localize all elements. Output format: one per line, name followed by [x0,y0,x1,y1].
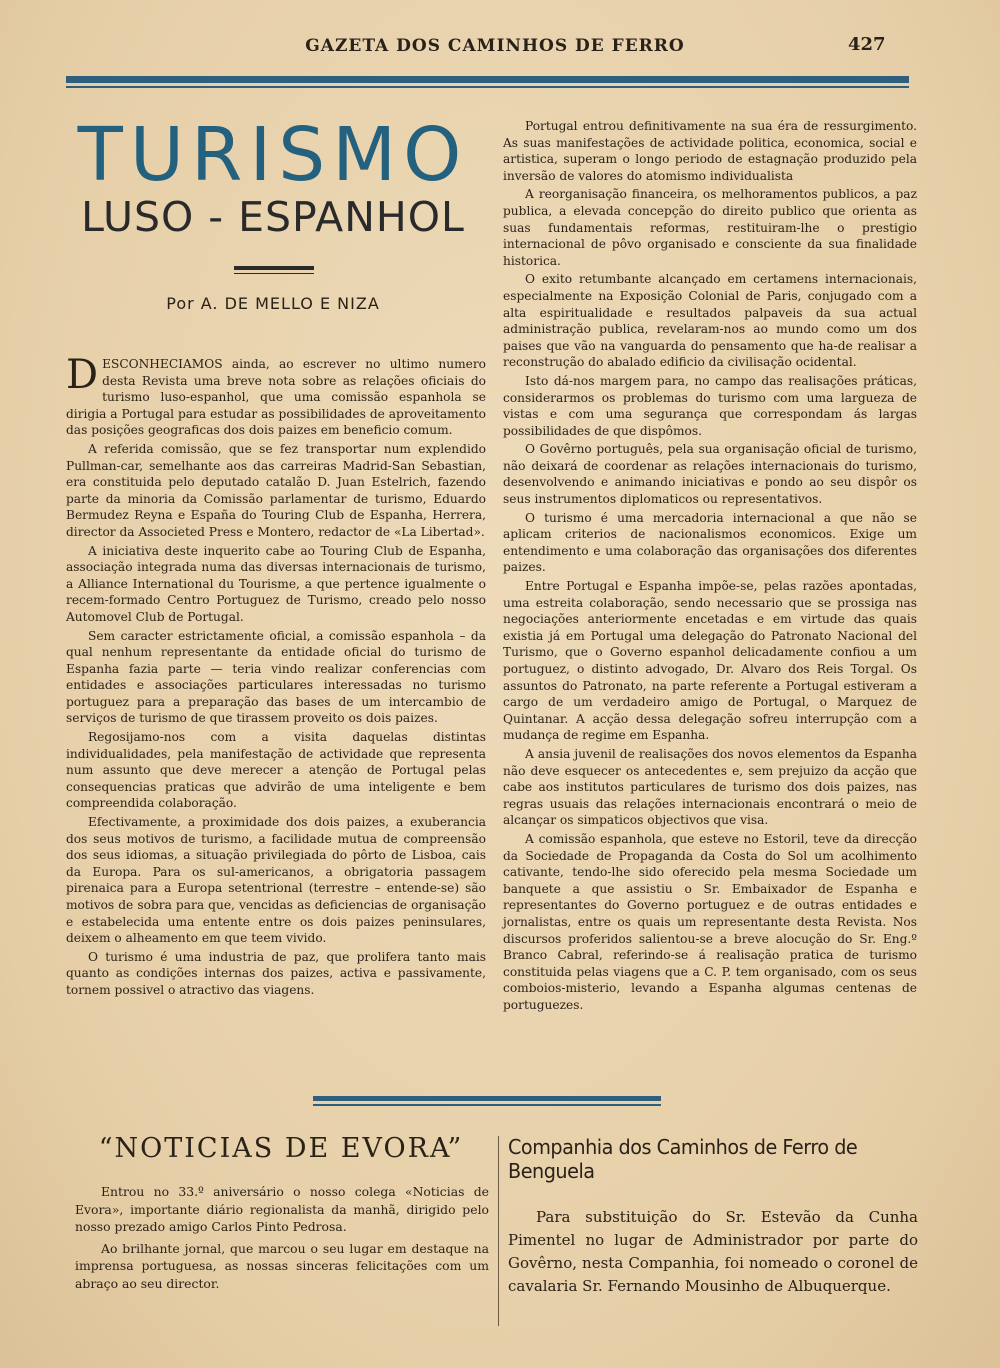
article-title: TURISMO [77,112,469,198]
article-paragraph: O turismo é uma industria de paz, que prolifera tanto mais quanto as condições internas dos paizes, activa e passivamente, tornem possivel o atractivo das viagens. [66,949,486,997]
evora-paragraph: Ao brilhante jornal, que marcou o seu lugar em destaque na imprensa portuguesa, as nossas sinceras felicitações com um abraço ao seu director. [75,1240,489,1291]
article-paragraph: A ansia juvenil de realisações dos novos elementos da Espanha não deve esquecer os antecedentes e, sem prejuizo da acção que cabe aos institutos particulares de turismo dos dois paizes, nas regras usuais das relações internacionais encontrará o meio de alcançar os simpaticos objectivos que visa. [503,746,917,828]
header-rule-thin [66,86,909,88]
article-paragraph: Portugal entrou definitivamente na sua éra de ressurgimento. As suas manifestações de actividade politica, economica, social e artistica, superam o longo periodo de estagnação produzido pela inversão de valores do atomismo individualista [503,119,917,183]
article-paragraph: A comissão espanhola, que esteve no Estoril, teve da direcção da Sociedade de Propaganda da Costa do Sol um acolhimento cativante, tendo-lhe sido oferecido pela mesma Sociedade um banquete a que assistiu o Sr. Embaixador de Espanha e representantes do Governo portuguez e de outras entidades e jornalistas, entre os quais um representante desta Revista. Nos discursos proferidos salientou-se a breve alocução do Sr. Eng.º Branco Cabral, referindo-se á realisação pratica de turismo constituida pelas viagens que a C. P. tem organisado, com os seus comboios-misterio, levando a Espanha algumas centenas de portuguezes. [503,831,917,1012]
article-paragraph: O turismo é uma mercadoria internacional a que não se aplicam criterios de nacionalismos economicos. Exige um entendimento e uma colaboração das organisações dos diferentes paizes. [503,510,917,575]
article-paragraph: Efectivamente, a proximidade dos dois paizes, a exuberancia dos seus motivos de turismo, a facilidade mutua de compreensão dos seus idiomas, a situação privilegiada do pôrto de Lisboa, cais da Europa. Para os sul-americanos, a obrigatoria passagem pirenaica para a Europa setentrional (terrestre – entende-se) são motivos de sobra para que, vencidas as deficiencias de organisação e estabelecida uma entente entre os dois paizes peninsulares, deixem o alheamento em que teem vivido. [66,815,486,946]
article-paragraph: A iniciativa deste inquerito cabe ao Touring Club de Espanha, associação integrada numa das diversas internacionais de turismo, a Alliance International du Tourisme, a que pertence igualmente o recem-formado Centro Portuguez de Turismo, creado pelo nosso Automovel Club de Portugal. [66,543,486,624]
article-paragraph-text: ESCONHECIAMOS ainda, ao escrever no ultimo numero desta Revista uma breve nota sobre as relações oficiais do turismo luso-espanhol, que uma comissão espanhola se dirigia a Portugal para estudar as possibilidades de aproveitamento das posições geograficas dos dois paizes em beneficio comum. [66,357,486,438]
article-left-column [66,352,486,1001]
article-paragraph: Entre Portugal e Espanha impõe-se, pelas razões apontadas, uma estreita colaboração, sendo necessario que se prossiga nas negociações anteriormente encetadas e em virtude das quais existia já em Portugal uma delegação do Patronato Nacional del Turismo, que o Governo espanhol delicadamente confiou a um portuguez, o distinto advogado, Dr. Alvaro dos Reis Torgal. Os assuntos do Patronato, na parte referente a Portugal estiveram a cargo de um verdadeiro amigo de Portugal, o Marquez de Quintanar. A acção dessa delegação sofreu interrupção com a mudança de regime em Espanha. [503,579,917,743]
drop-cap: D [66,352,99,398]
title-divider-thin [234,273,314,274]
page-number: 427 [848,34,886,55]
article-paragraph: Sem caracter estrictamente oficial, a comissão espanhola – da qual nenhum representante da entidade oficial do turismo de Espanha fazia parte — teria vindo realizar conferencias com entidades e associações particulares interessadas no turismo portuguez para a preparação das bases de um intercambio de serviços de turismo de que tirassem proveito os dois paizes. [66,628,486,726]
article-paragraph: O Govêrno português, pela sua organisação oficial de turismo, não deixará de coordenar as relações internacionais do turismo, desenvolvendo e animando iniciativas e pondo ao seu dispôr os seus instrumentos diplomaticos ou representativos. [503,442,917,507]
column-divider [498,1136,499,1326]
article-subtitle: LUSO - ESPANHOL [81,193,465,241]
article-paragraph: O exito retumbante alcançado em certamens internacionais, especialmente na Exposição Colonial de Paris, conjugado com a alta espiritualidade e resultados palpaveis da sua actual administração publica, revelaram-nos ao mundo como um dos paises que vão na vanguarda do pensamento que ha-de realisar a reconstrução do abalado edificio da civilisação ocidental. [503,272,917,370]
article-right-column [503,118,917,1015]
byline: Por A. DE MELLO E NIZA [166,294,380,313]
title-divider [234,266,314,270]
evora-paragraph: Entrou no 33.º aniversário o nosso colega «Noticias de Evora», importante diário regionalista da manhã, dirigido pelo nosso prezado amigo Carlos Pinto Pedrosa. [75,1184,489,1234]
header-rule [66,76,909,83]
section-rule [313,1096,661,1101]
article-paragraph: Regosijamo-nos com a visita daquelas distintas individualidades, pela manifestação de actividade que representa num assunto que deve merecer a atenção de Portugal pelas consequencias praticas que advirão de uma inteligente e bem compreendida colaboração. [66,730,486,811]
article-paragraph: A reorganisação financeira, os melhoramentos publicos, a paz publica, a elevada concepção do direito publico que orienta as suas fundamentais reformas, restituiram-lhe o prestigio internacional de pôvo organisado e consciente da sua finalidade historica. [503,187,917,268]
benguela-heading: Companhia dos Caminhos de Ferro de Benguela [508,1135,858,1183]
article-paragraph: A referida comissão, que se fez transportar num explendido Pullman-car, semelhante aos das carreiras Madrid-San Sebastian, era constituida pelo deputado catalão D. Juan Estelrich, fazendo parte da minoria da Comissão parlamentar de turismo, Eduardo Bermudez Reyna e España do Touring Club de Espanha, Herrera, director da Associeted Press e Montero, redactor de «La Libertad». [66,441,486,539]
article-paragraph: Isto dá-nos margem para, no campo das realisações práticas, considerarmos os problemas do turismo com uma largueza de vistas e com uma segurança que correspondam ás largas possibilidades de que dispômos. [503,373,917,438]
benguela-paragraph: Para substituição do Sr. Estevão da Cunha Pimentel no lugar de Administrador por parte do Govêrno, nesta Companhia, foi nomeado o coronel de cavalaria Sr. Fernando Mousinho de Albuquerque. [508,1208,918,1295]
evora-body [75,1183,489,1296]
running-head: GAZETA DOS CAMINHOS DE FERRO [305,36,685,56]
section-rule-thin [313,1104,661,1106]
evora-heading: “NOTICIAS DE EVORA” [98,1133,464,1164]
benguela-body [508,1206,918,1298]
article-paragraph [66,352,486,439]
